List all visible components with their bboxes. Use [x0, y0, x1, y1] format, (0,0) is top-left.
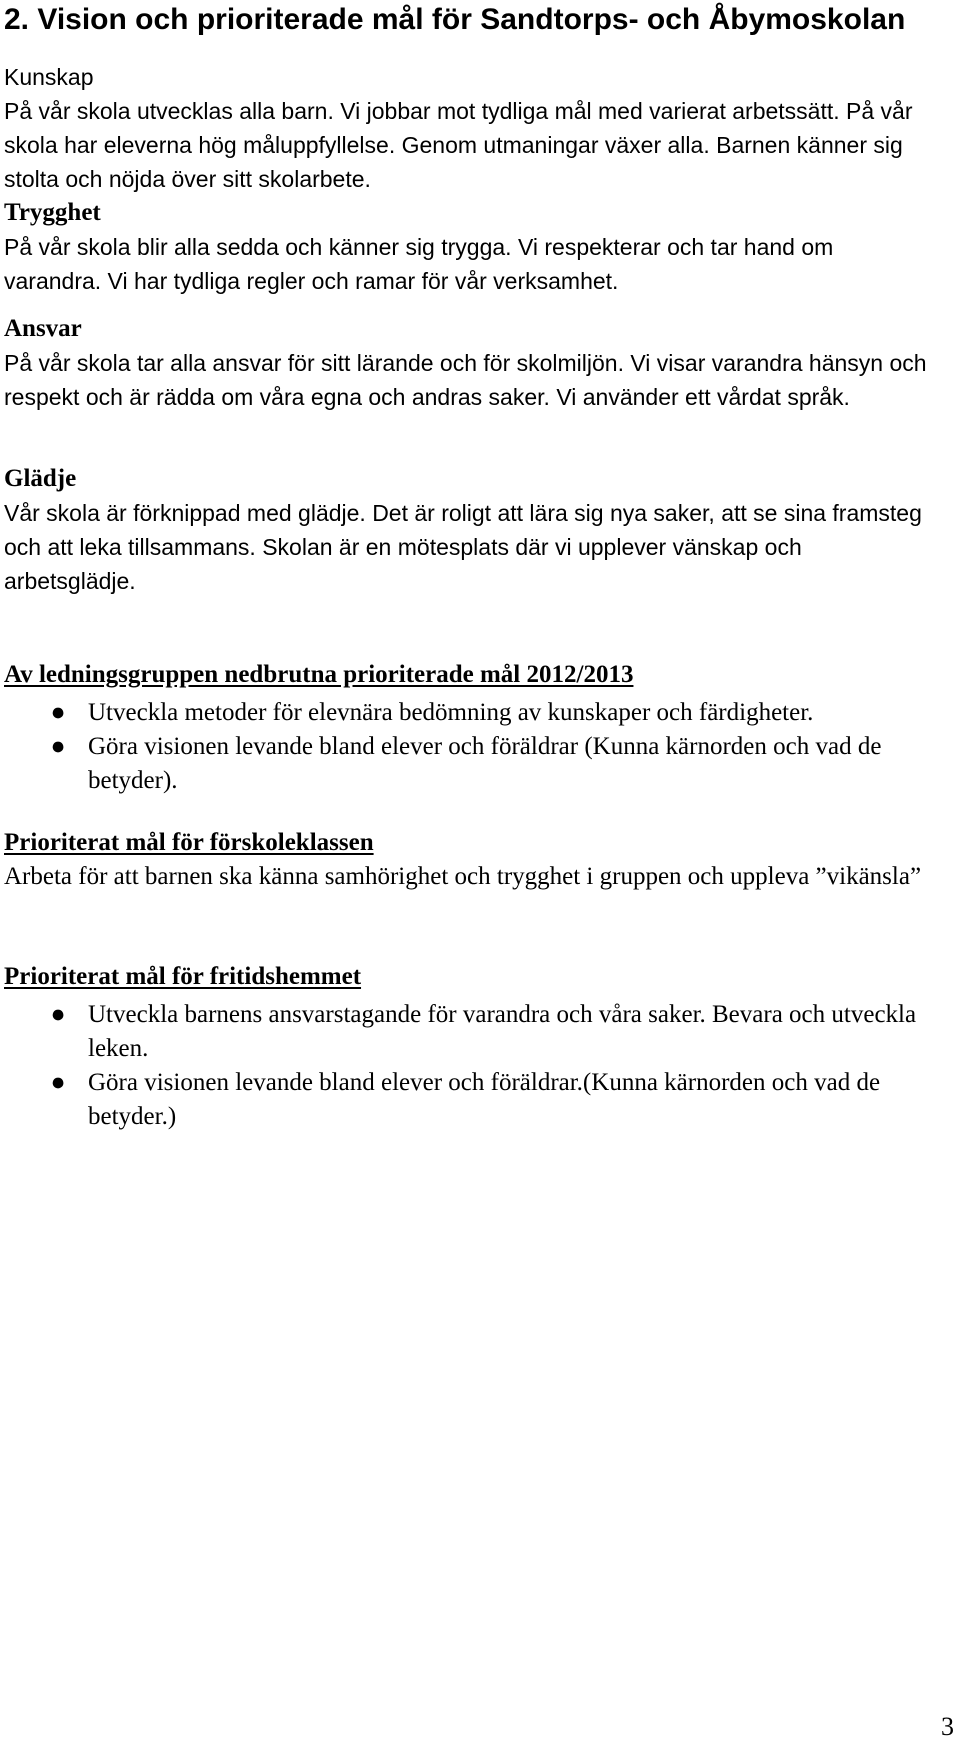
- heading-forskoleklassen: Prioriterat mål för förskoleklassen: [4, 829, 374, 856]
- list-item-text: Göra visionen levande bland elever och föräldrar (Kunna kärnorden och vad de betyder).: [88, 733, 882, 794]
- list-item: [4, 730, 934, 798]
- heading-fritidshemmet: Prioriterat mål för fritidshemmet: [4, 963, 362, 990]
- heading-ansvar: Ansvar: [4, 315, 82, 342]
- list-item: [4, 1066, 934, 1134]
- heading-trygghet: Trygghet: [4, 199, 101, 226]
- bullet-icon: ●: [50, 1069, 66, 1096]
- bullet-icon: ●: [50, 699, 66, 726]
- section-ansvar: [4, 312, 934, 414]
- list-item: [4, 696, 934, 730]
- section-forskoleklassen: [4, 826, 934, 894]
- section-kunskap: [4, 60, 934, 196]
- text-gladje: Vår skola är förknippad med glädje. Det är roligt att lära sig nya saker, att se sina framsteg och att leka tillsammans. Skolan är en mötesplats där vi upplever vänskap och arbetsglädje.: [4, 500, 922, 594]
- ledningsgruppen-list: [4, 696, 934, 798]
- bullet-icon: ●: [50, 733, 66, 760]
- heading-ledningsgruppen: Av ledningsgruppen nedbrutna prioriterade mål 2012/2013: [4, 661, 634, 688]
- text-kunskap: På vår skola utvecklas alla barn. Vi jobbar mot tydliga mål med varierat arbetssätt. På vår skola har eleverna hög måluppfyllelse. Genom utmaningar växer alla. Barnen känner sig stolta och nöjda över sitt skolarbete.: [4, 98, 913, 192]
- page-title: 2. Vision och prioriterade mål för Sandtorps- och Åbymoskolan: [4, 3, 906, 36]
- bullet-icon: ●: [50, 1001, 66, 1028]
- list-item: [4, 998, 934, 1066]
- section-gladje: [4, 462, 934, 598]
- page-number: 3: [941, 1712, 954, 1741]
- fritidshemmet-list: [4, 998, 934, 1134]
- text-forskoleklassen: Arbeta för att barnen ska känna samhörighet och trygghet i gruppen och uppleva ”vikänsla”: [4, 863, 922, 890]
- list-item-text: Utveckla barnens ansvarstagande för varandra och våra saker. Bevara och utveckla leken.: [88, 1001, 917, 1062]
- text-ansvar: På vår skola tar alla ansvar för sitt lärande och för skolmiljön. Vi visar varandra hänsyn och respekt och är rädda om våra egna och andras saker. Vi använder ett vårdat språk.: [4, 350, 927, 410]
- heading-kunskap: Kunskap: [4, 64, 94, 90]
- list-item-text: Göra visionen levande bland elever och föräldrar.(Kunna kärnorden och vad de betyder.): [88, 1069, 881, 1130]
- section-trygghet: [4, 196, 934, 298]
- section-ledningsgruppen: [4, 658, 934, 798]
- list-item-text: Utveckla metoder för elevnära bedömning av kunskaper och färdigheter.: [88, 699, 814, 726]
- text-trygghet: På vår skola blir alla sedda och känner sig trygga. Vi respekterar och tar hand om varandra. Vi har tydliga regler och ramar för vår verksamhet.: [4, 234, 834, 294]
- heading-gladje: Glädje: [4, 465, 77, 492]
- section-fritidshemmet: [4, 960, 934, 1134]
